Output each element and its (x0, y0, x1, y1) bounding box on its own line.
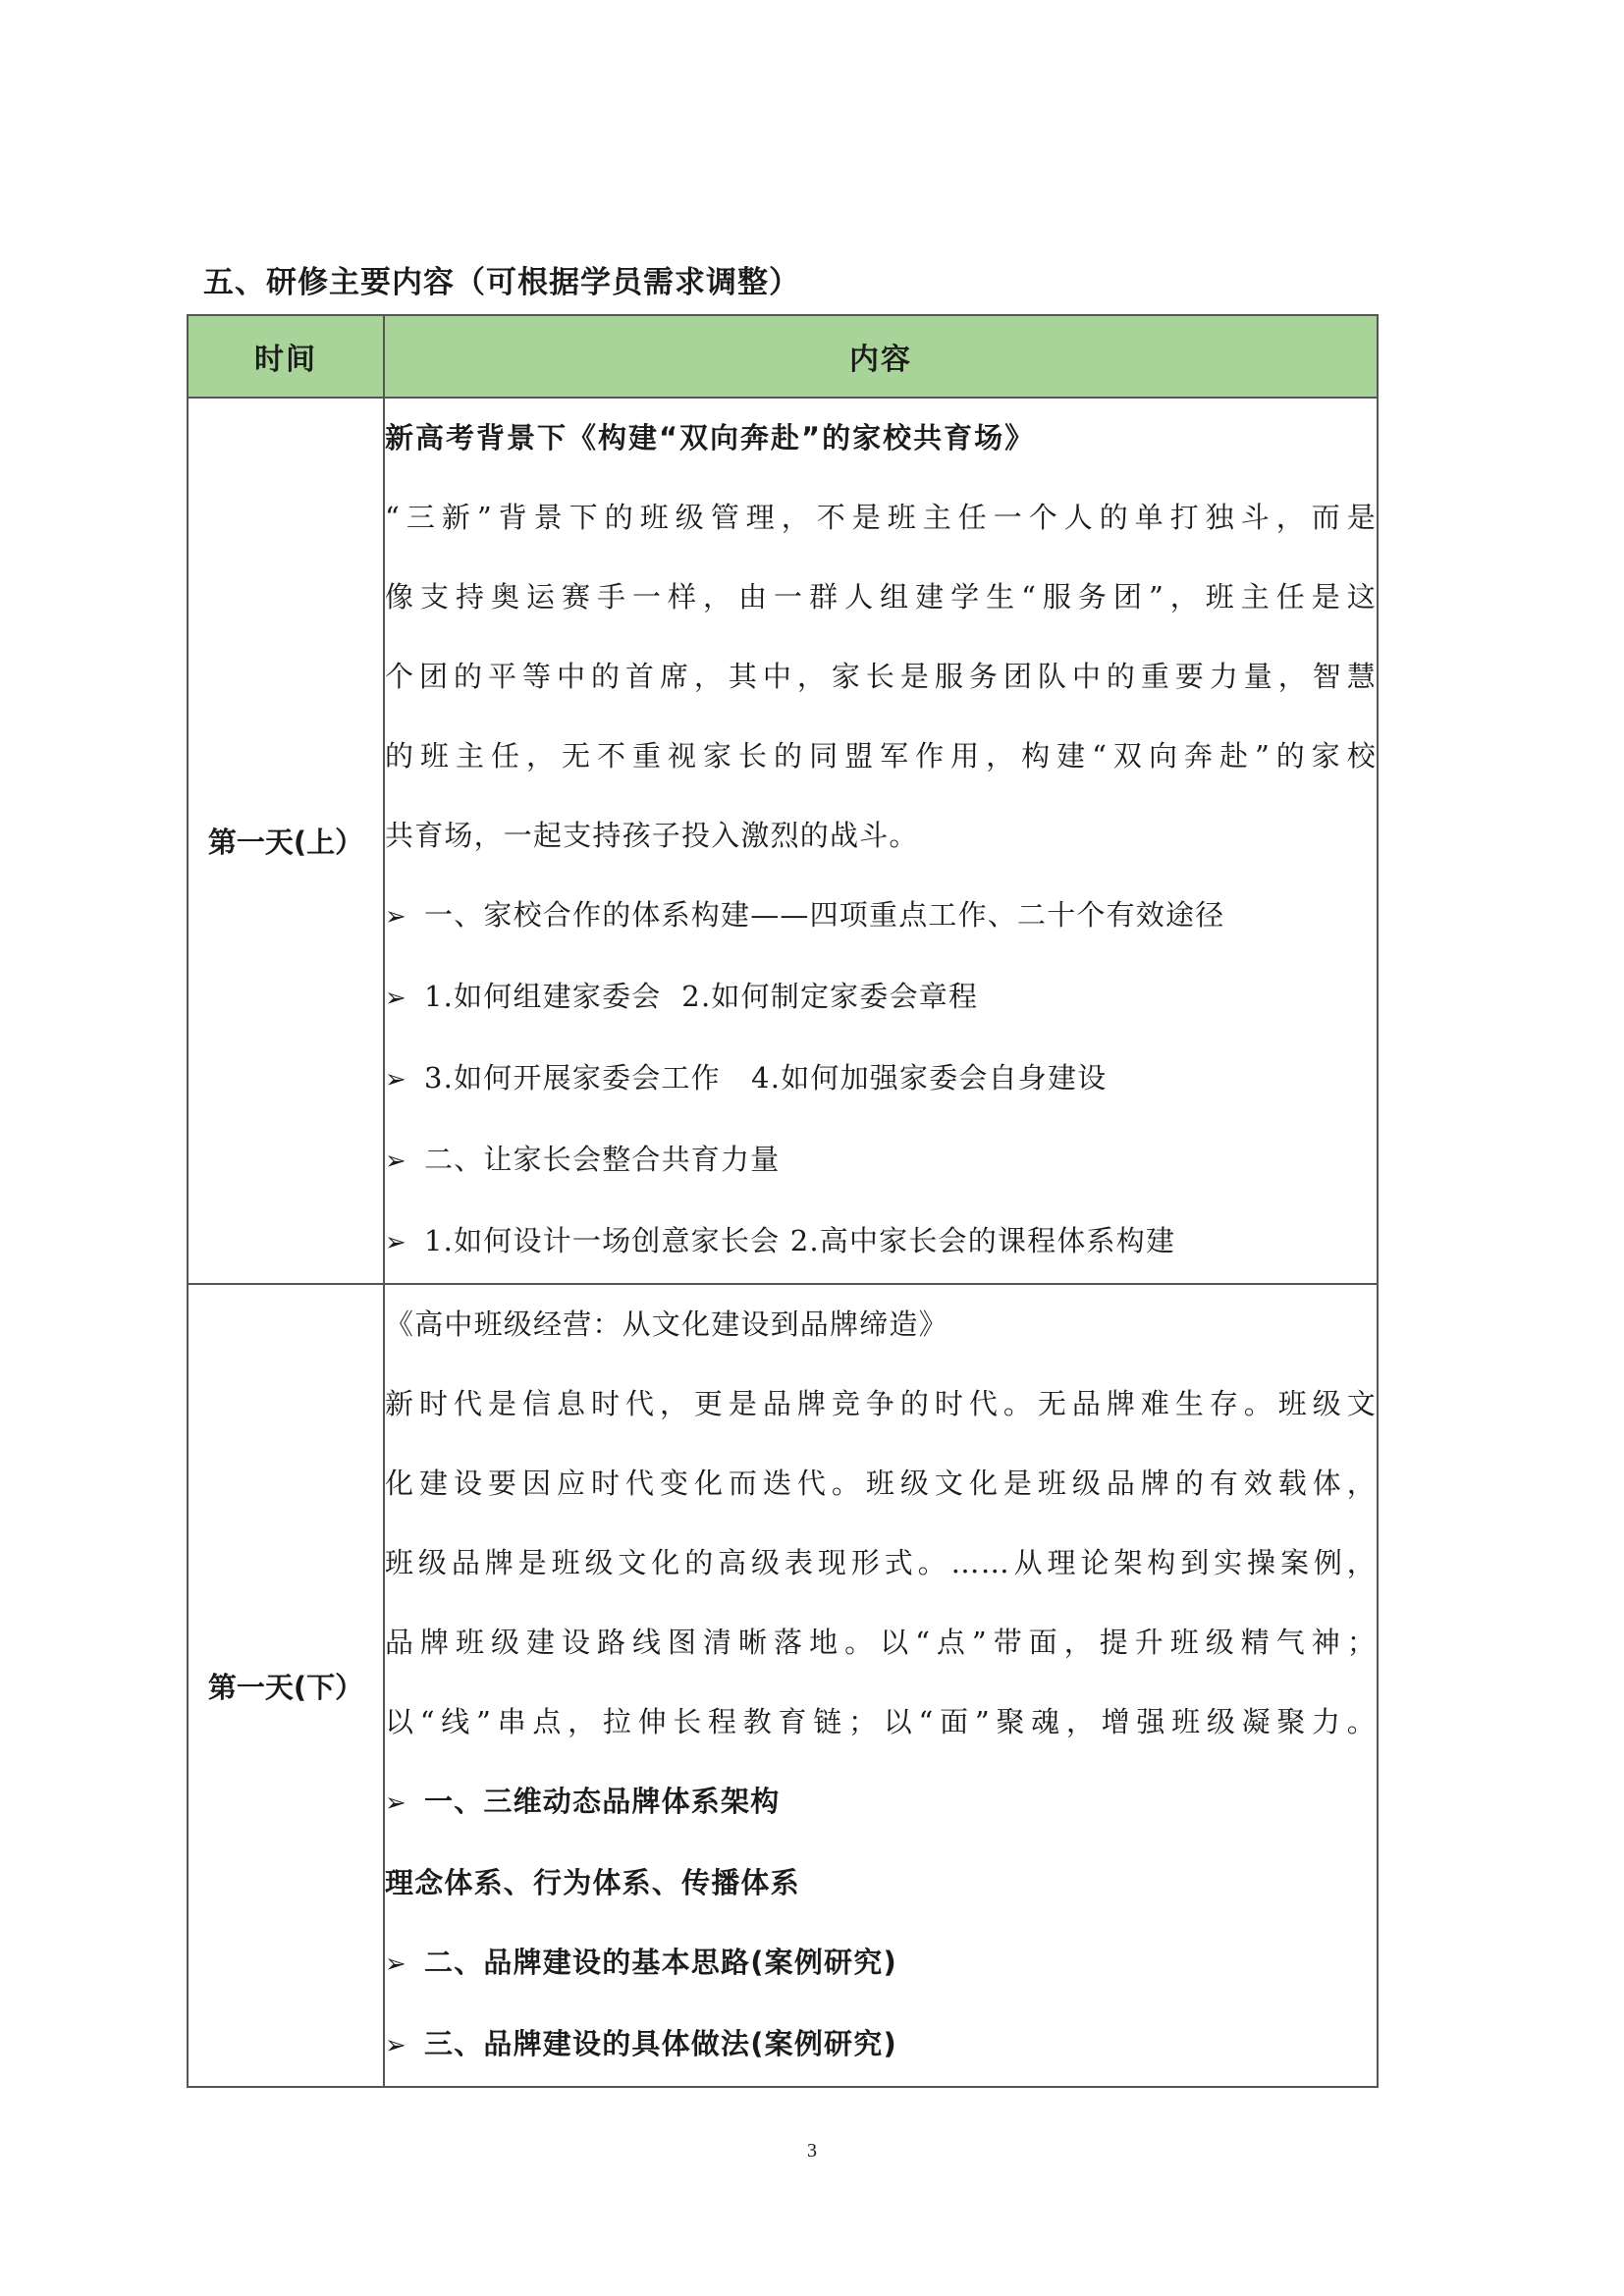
paragraph-line: 品牌班级建设路线图清晰落地。以“点”带面，提升班级精气神； (385, 1626, 1377, 1659)
session-title: 《高中班级经营：从文化建设到品牌缔造》 (385, 1308, 948, 1341)
paragraph-line: 共育场，一起支持孩子投入激烈的战斗。 (385, 819, 919, 852)
paragraph-line: 以“线”串点，拉伸长程教育链；以“面”聚魂，增强班级凝聚力。 (385, 1705, 1377, 1738)
bullet-item (385, 1762, 1377, 1843)
arrow-bullet-icon: ➢ (385, 984, 407, 1013)
time-cell-day1-afternoon: 第一天(下） (188, 1284, 384, 2087)
header-time: 时间 (188, 315, 384, 398)
content-cell-day1-afternoon (384, 1284, 1378, 2087)
arrow-bullet-icon: ➢ (385, 1147, 407, 1176)
bullet-item (385, 1120, 1377, 1201)
content-cell-day1-morning (384, 398, 1378, 1284)
bullet-text: 一、三维动态品牌体系架构 (424, 1785, 781, 1818)
bullet-text: 二、品牌建设的基本思路(案例研究) (424, 1946, 897, 1979)
paragraph-line: 化建设要因应时代变化而迭代。班级文化是班级品牌的有效载体， (385, 1467, 1377, 1500)
bullet-text: 一、家校合作的体系构建——四项重点工作、二十个有效途径 (424, 898, 1225, 932)
page-number: 3 (807, 2140, 817, 2162)
bullet-item (385, 1039, 1377, 1120)
table-header-row (188, 315, 1378, 398)
table-row (188, 398, 1378, 1284)
arrow-bullet-icon: ➢ (385, 1228, 407, 1257)
sub-line: 理念体系、行为体系、传播体系 (385, 1866, 800, 1899)
arrow-bullet-icon: ➢ (385, 902, 407, 932)
bullet-item (385, 1923, 1377, 2004)
paragraph-line: 班级品牌是班级文化的高级表现形式。……从理论架构到实操案例， (385, 1546, 1377, 1579)
session-title: 新高考背景下《构建“双向奔赴”的家校共育场》 (385, 421, 1036, 454)
bullet-text: 二、让家长会整合共育力量 (424, 1143, 781, 1176)
paragraph-line: 的班主任，无不重视家长的同盟军作用，构建“双向奔赴”的家校 (385, 739, 1377, 773)
schedule-table (187, 314, 1379, 2088)
paragraph-line: 个团的平等中的首席，其中，家长是服务团队中的重要力量，智慧 (385, 660, 1377, 693)
paragraph-line: “三新”背景下的班级管理，不是班主任一个人的单打独斗，而是 (385, 501, 1377, 534)
arrow-bullet-icon: ➢ (385, 1065, 407, 1095)
header-content: 内容 (384, 315, 1378, 398)
bullet-text: 1.如何设计一场创意家长会 2.高中家长会的课程体系构建 (424, 1224, 1176, 1257)
time-cell-day1-morning: 第一天(上） (188, 398, 384, 1284)
bullet-text: 1.如何组建家委会 2.如何制定家委会章程 (424, 980, 979, 1013)
arrow-bullet-icon: ➢ (385, 1789, 407, 1818)
paragraph-line: 新时代是信息时代，更是品牌竞争的时代。无品牌难生存。班级文 (385, 1387, 1377, 1420)
paragraph-line: 像支持奥运赛手一样，由一群人组建学生“服务团”，班主任是这 (385, 580, 1377, 614)
bullet-item (385, 876, 1377, 957)
table-row (188, 1284, 1378, 2087)
bullet-item (385, 1201, 1377, 1283)
bullet-text: 3.如何开展家委会工作 4.如何加强家委会自身建设 (424, 1061, 1108, 1095)
arrow-bullet-icon: ➢ (385, 1949, 407, 1979)
arrow-bullet-icon: ➢ (385, 2031, 407, 2060)
bullet-item (385, 957, 1377, 1039)
bullet-text: 三、品牌建设的具体做法(案例研究) (424, 2027, 897, 2060)
bullet-item (385, 2004, 1377, 2086)
section-title: 五、研修主要内容（可根据学员需求调整） (203, 265, 800, 300)
